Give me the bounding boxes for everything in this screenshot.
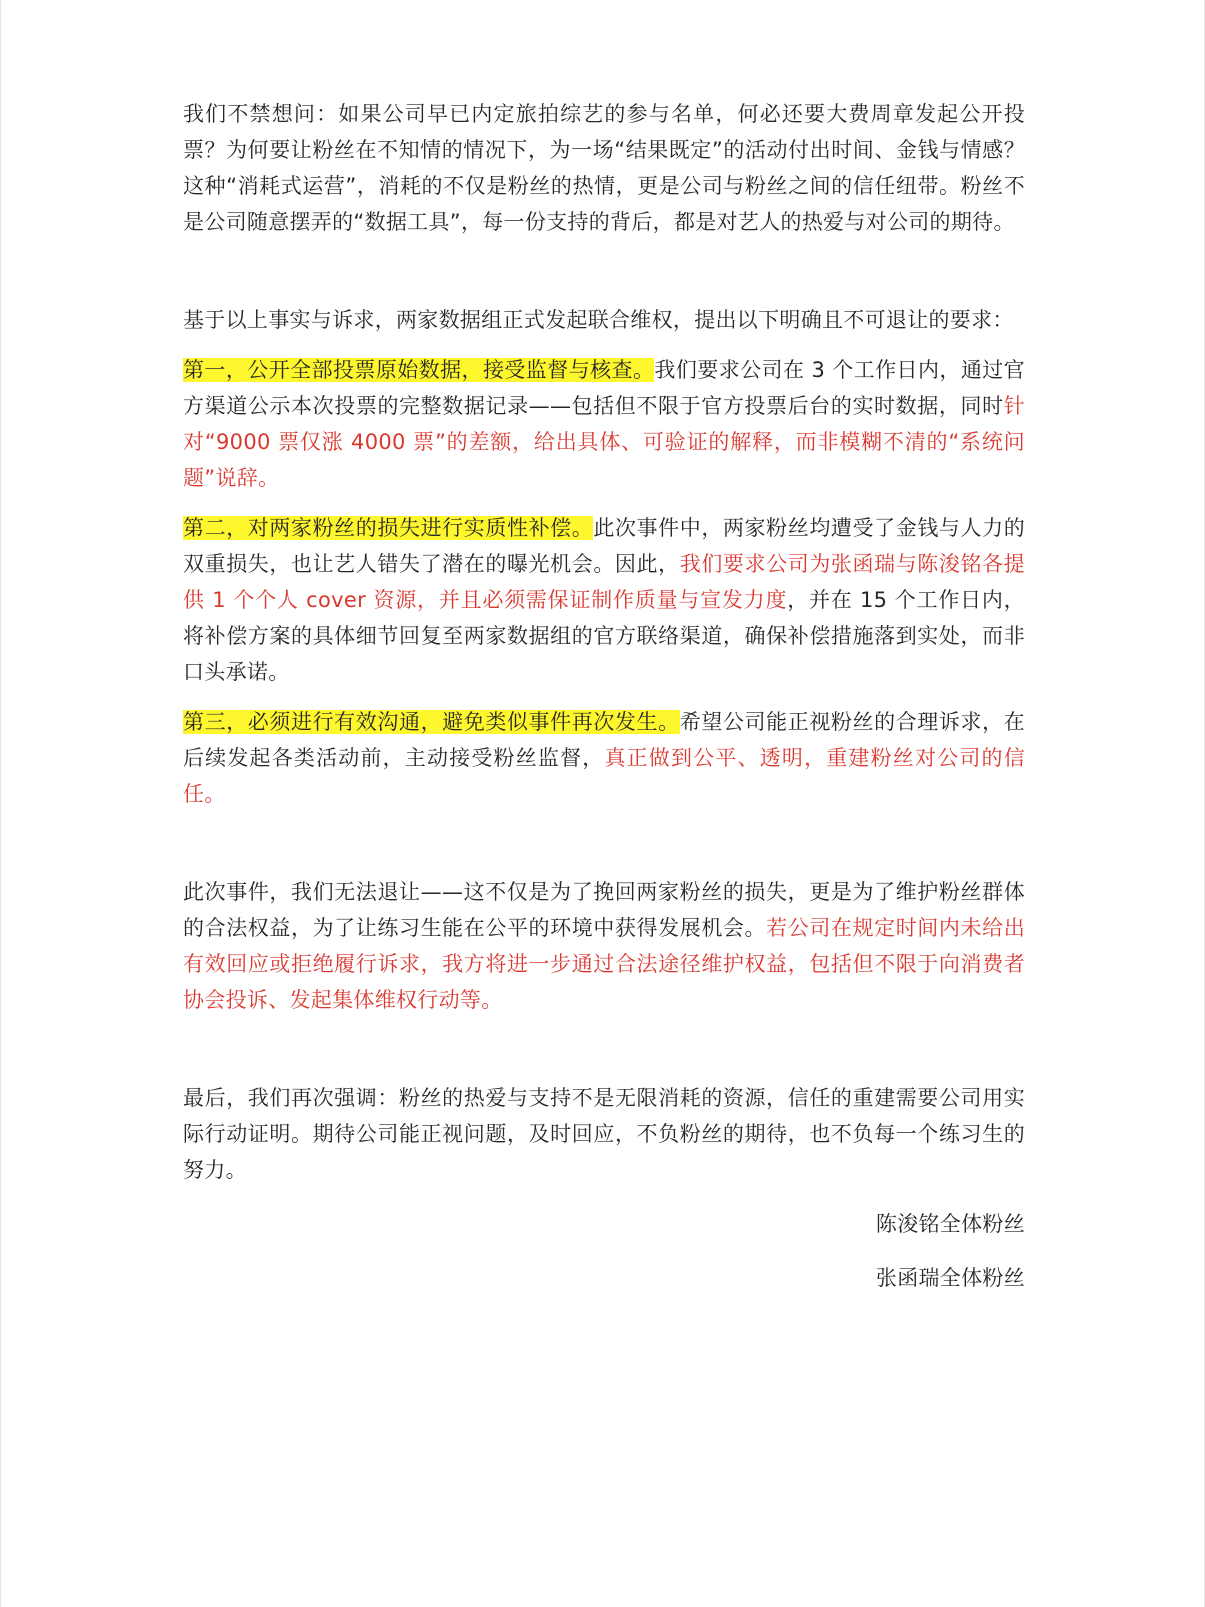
demand-two-tail: ，并在 15 个工作日内，将补偿方案的具体细节回复至两家数据组的官方联络渠道，确保补偿措施落到实处，而非口头承诺。	[183, 588, 1025, 684]
paragraph-demand-two	[183, 510, 1025, 690]
no-retreat-text: 此次事件，我们无法退让——这不仅是为了挽回两家粉丝的损失，更是为了维护粉丝群体的合法权益，为了让练习生能在公平的环境中获得发展机会。	[183, 880, 1025, 940]
document-body	[183, 96, 1025, 1296]
demand-two-text: 此次事件中，两家粉丝均遭受了金钱与人力的双重损失，也让艺人错失了潜在的曝光机会。因此，	[183, 516, 1026, 576]
signature-chen-fans	[183, 1206, 1025, 1242]
paragraph-question	[183, 96, 1025, 240]
demand-three-text: 希望公司能正视粉丝的合理诉求，在后续发起各类活动前，主动接受粉丝监督，	[183, 710, 1025, 770]
paragraph-demands-intro-text: 基于以上事实与诉求，两家数据组正式发起联合维权，提出以下明确且不可退让的要求：	[183, 308, 1014, 332]
paragraph-demand-three	[183, 704, 1025, 812]
demand-three-heading: 第三，必须进行有效沟通，避免类似事件再次发生。	[183, 710, 680, 734]
paragraph-demand-one	[183, 352, 1025, 496]
demand-one-heading: 第一，公开全部投票原始数据，接受监督与核查。	[183, 358, 655, 382]
signature-zhang-fans-text: 张函瑞全体粉丝	[875, 1266, 1025, 1290]
paragraph-demands-intro	[183, 302, 1025, 338]
paragraph-question-text: 我们不禁想问：如果公司早已内定旅拍综艺的参与名单，何必还要大费周章发起公开投票？为何要让粉丝在不知情的情况下，为一场“结果既定”的活动付出时间、金钱与情感？这种“消耗式运营”，消耗的不仅是粉丝的热情，更是公司与粉丝之间的信任纽带。粉丝不是公司随意摆弄的“数据工具”，每一份支持的背后，都是对艺人的热爱与对公司的期待。	[183, 102, 1025, 234]
paragraph-no-retreat	[183, 874, 1025, 1018]
no-retreat-emphasis: 若公司在规定时间内未给出有效回应或拒绝履行诉求，我方将进一步通过合法途径维护权益，包括但不限于向消费者协会投诉、发起集体维权行动等。	[183, 916, 1025, 1012]
demand-two-heading: 第二，对两家粉丝的损失进行实质性补偿。	[183, 516, 594, 540]
closing-text: 最后，我们再次强调：粉丝的热爱与支持不是无限消耗的资源，信任的重建需要公司用实际行动证明。期待公司能正视问题，及时回应，不负粉丝的期待，也不负每一个练习生的努力。	[183, 1086, 1025, 1182]
demand-two-emphasis: 我们要求公司为张函瑞与陈浚铭各提供 1 个个人 cover 资源，并且必须需保证制作质量与宣发力度	[183, 552, 1025, 612]
signature-chen-fans-text: 陈浚铭全体粉丝	[875, 1212, 1025, 1236]
paragraph-closing	[183, 1080, 1025, 1188]
signature-zhang-fans	[183, 1260, 1025, 1296]
demand-one-text: 我们要求公司在 3 个工作日内，通过官方渠道公示本次投票的完整数据记录——包括但不限于官方投票后台的实时数据，同时	[183, 358, 1025, 418]
demand-one-emphasis: 针对“9000 票仅涨 4000 票”的差额，给出具体、可验证的解释，而非模糊不清的“系统问题”说辞。	[183, 394, 1025, 490]
demand-three-emphasis: 真正做到公平、透明，重建粉丝对公司的信任。	[183, 746, 1025, 806]
